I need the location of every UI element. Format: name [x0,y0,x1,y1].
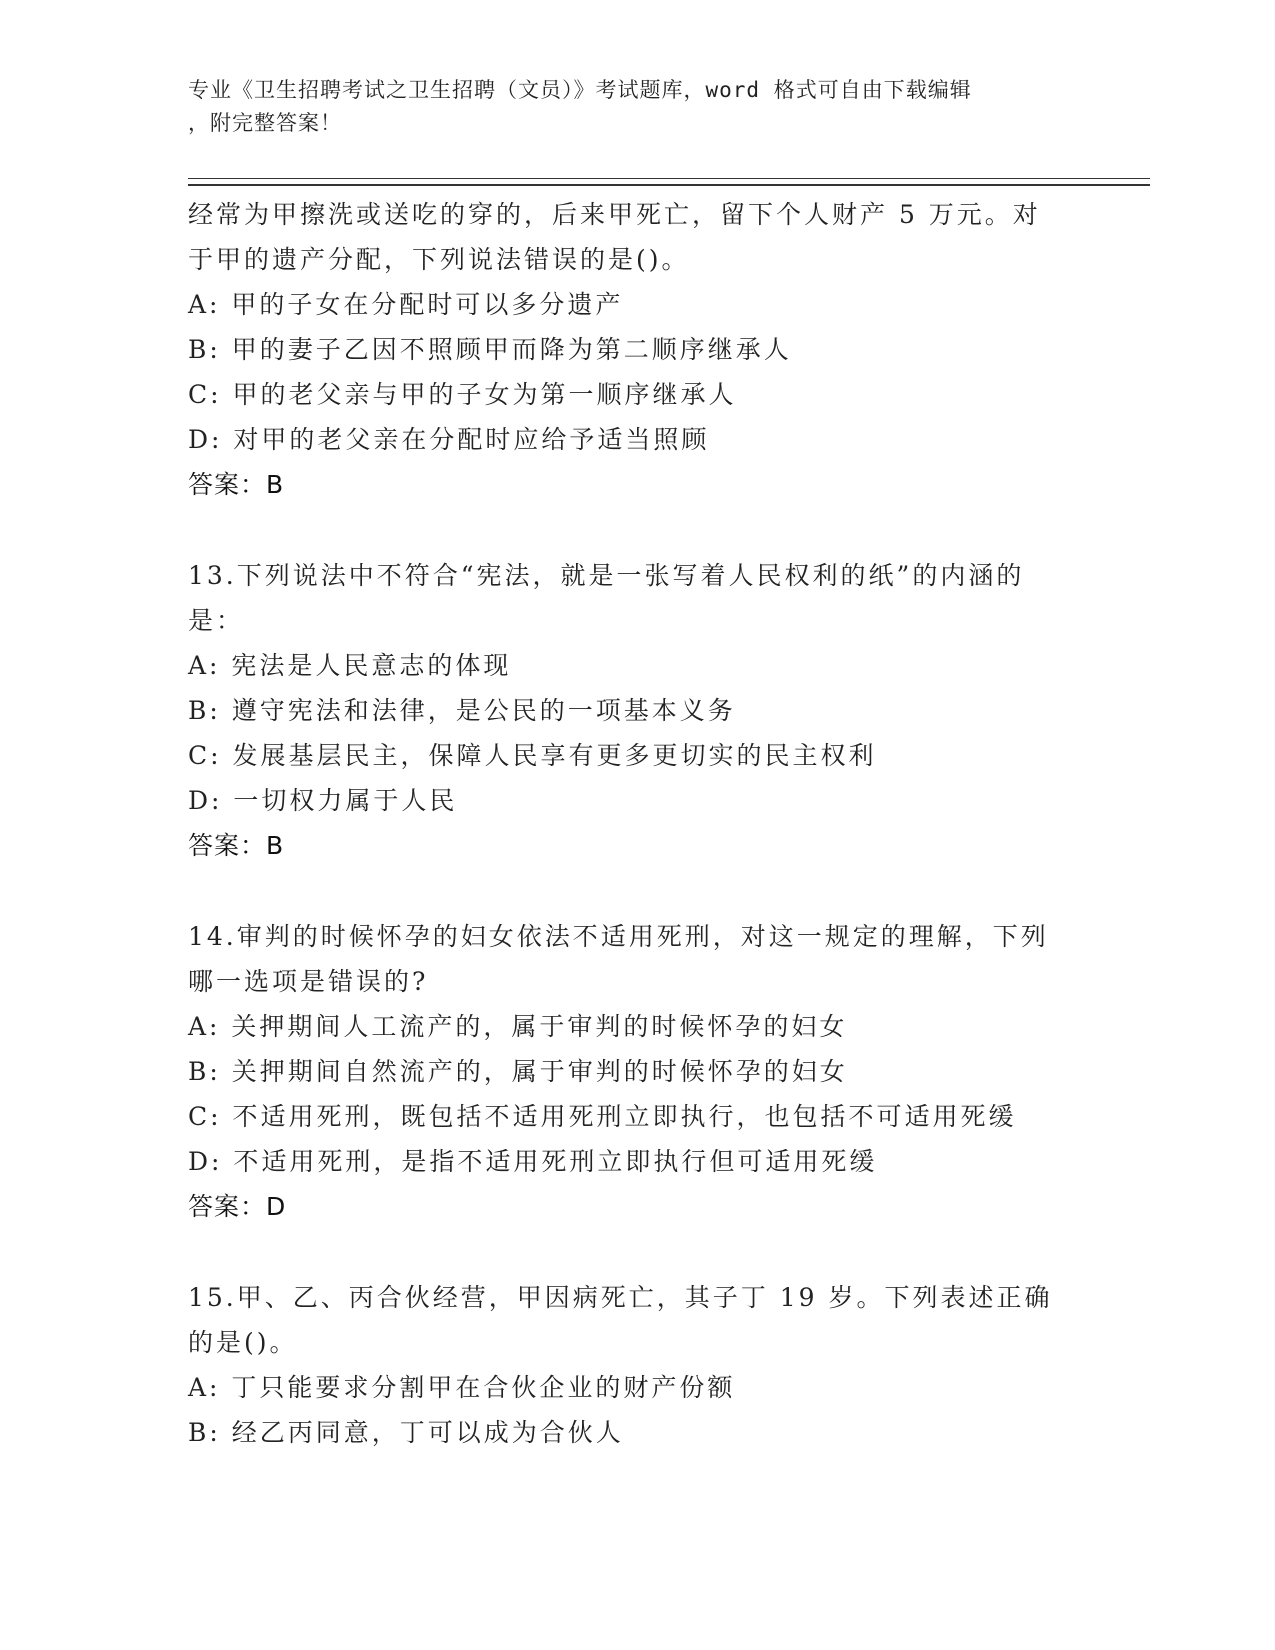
option-a: A: 丁只能要求分割甲在合伙企业的财产份额 [188,1373,736,1402]
question-list [188,192,1088,1455]
option-b: B: 经乙丙同意，丁可以成为合伙人 [188,1418,624,1447]
question-12 [188,192,1088,507]
document-header [188,74,1088,140]
answer: 答案：B [188,470,285,499]
question-text: 哪一选项是错误的? [188,967,429,996]
option-d: D: 一切权力属于人民 [188,786,458,815]
option-a: A: 宪法是人民意志的体现 [188,651,512,680]
question-text: 15.甲、乙、丙合伙经营，甲因病死亡，其子丁 19 岁。下列表述正确 [188,1283,1053,1312]
option-c: C: 甲的老父亲与甲的子女为第一顺序继承人 [188,380,737,409]
option-d: D: 对甲的老父亲在分配时应给予适当照顾 [188,425,710,454]
option-d: D: 不适用死刑，是指不适用死刑立即执行但可适用死缓 [188,1147,878,1176]
question-text: 13.下列说法中不符合“宪法，就是一张写着人民权利的纸”的内涵的 [188,561,1025,590]
question-14 [188,914,1088,1229]
option-b: B: 关押期间自然流产的，属于审判的时候怀孕的妇女 [188,1057,848,1086]
header-line-2: ，附完整答案！ [188,111,342,135]
question-15 [188,1275,1088,1455]
option-a: A: 甲的子女在分配时可以多分遗产 [188,290,624,319]
question-text: 于甲的遗产分配，下列说法错误的是()。 [188,245,690,274]
spacer [188,868,1088,914]
option-a: A: 关押期间人工流产的，属于审判的时候怀孕的妇女 [188,1012,848,1041]
question-text: 是： [188,606,245,635]
spacer [188,507,1088,553]
option-c: C: 不适用死刑，既包括不适用死刑立即执行，也包括不可适用死缓 [188,1102,1017,1131]
question-text: 经常为甲擦洗或送吃的穿的，后来甲死亡，留下个人财产 5 万元。对 [188,200,1041,229]
question-text: 14.审判的时候怀孕的妇女依法不适用死刑，对这一规定的理解，下列 [188,922,1049,951]
header-divider [188,178,1150,186]
option-c: C: 发展基层民主，保障人民享有更多更切实的民主权利 [188,741,877,770]
question-text: 的是()。 [188,1328,298,1357]
option-b: B: 遵守宪法和法律，是公民的一项基本义务 [188,696,736,725]
answer: 答案：D [188,1192,287,1221]
spacer [188,1229,1088,1275]
option-b: B: 甲的妻子乙因不照顾甲而降为第二顺序继承人 [188,335,792,364]
answer: 答案：B [188,831,285,860]
question-13 [188,553,1088,868]
header-line-1: 专业《卫生招聘考试之卫生招聘（文员）》考试题库，word 格式可自由下载编辑 [188,78,972,102]
